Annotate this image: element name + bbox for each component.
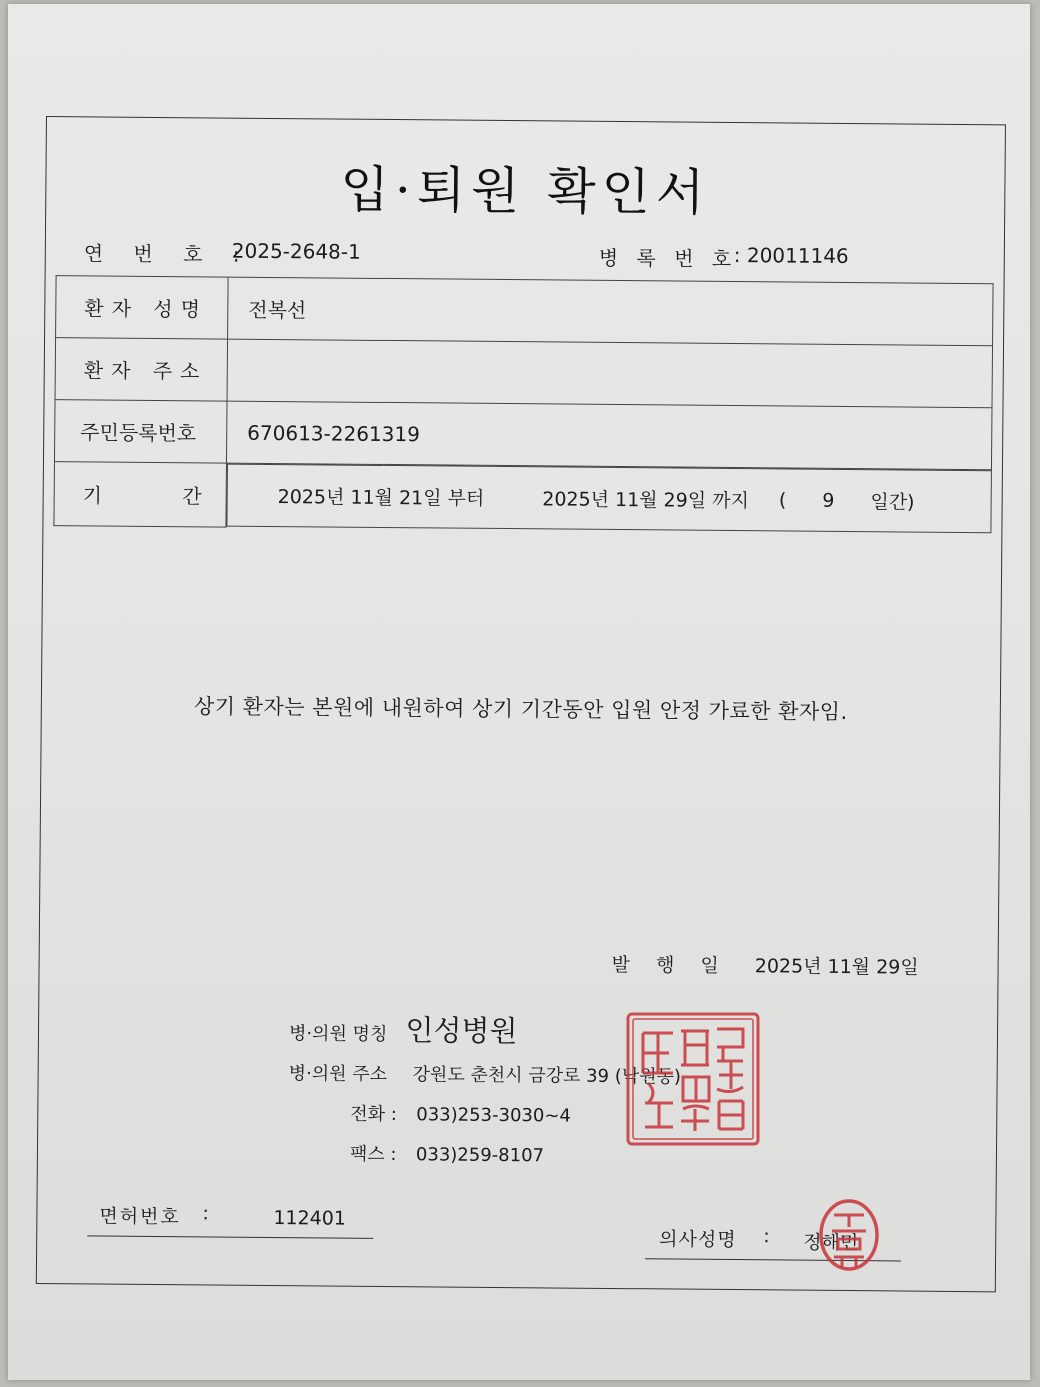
- serial-number-label: 연 번 호 :: [83, 241, 252, 267]
- table-row: [54, 400, 992, 470]
- license-label: 면허번호: [99, 1205, 181, 1229]
- license-block: [87, 1195, 373, 1238]
- period-label-part-b: 간: [182, 483, 202, 509]
- table-row: [54, 462, 992, 534]
- table-row: [56, 276, 994, 346]
- license-colon: :: [202, 1202, 209, 1225]
- period-label: [54, 462, 227, 527]
- record-number-label: 병 록 번 호: [598, 245, 738, 272]
- license-value: 112401: [273, 1207, 347, 1230]
- table-row: [55, 338, 993, 408]
- issue-date-value: 2025년 11월 29일: [754, 955, 919, 979]
- doctor-seal-stamp: [816, 1197, 882, 1273]
- patient-address-label: 환자 주소: [55, 338, 228, 401]
- serial-number-value: 2025-2648-1: [231, 238, 361, 264]
- period-value: [226, 464, 991, 534]
- period-days: 9: [822, 489, 835, 512]
- period-close: 일간): [870, 491, 915, 514]
- patient-info-table: [53, 275, 993, 534]
- rrn-label: 주민등록번호: [54, 400, 227, 463]
- period-from: 2025년 11월 21일 부터: [277, 486, 485, 510]
- patient-address-value: [227, 339, 993, 408]
- document-frame: [36, 116, 1006, 1292]
- hospital-fax-value: 033)259-8107: [415, 1144, 545, 1167]
- patient-name-value: 전복선: [228, 277, 994, 346]
- record-number-value: : 20011146: [733, 243, 849, 269]
- hospital-seal-stamp: [623, 1009, 763, 1149]
- issue-date-label: 발 행 일: [611, 953, 729, 977]
- period-open-paren: (: [778, 488, 787, 511]
- hospital-phone-label: 전화 :: [350, 1103, 397, 1126]
- rrn-value: 670613-2261319: [226, 401, 992, 470]
- hospital-fax-line: [349, 1143, 545, 1167]
- header-row: [54, 217, 994, 283]
- doctor-colon: :: [763, 1225, 770, 1248]
- doctor-name-label: 의사성명: [659, 1228, 737, 1252]
- hospital-name-line: [288, 1013, 518, 1049]
- hospital-phone-line: [350, 1103, 571, 1127]
- period-label-part-a: 기: [82, 483, 103, 508]
- hospital-address-label: 병·의원 주소: [288, 1063, 388, 1086]
- document-title: 입·퇴원 확인서: [340, 160, 711, 222]
- hospital-fax-label: 팩스 :: [349, 1143, 397, 1166]
- issue-date-block: [612, 950, 919, 980]
- doctor-name-value: 정해민: [803, 1231, 859, 1255]
- patient-name-label: 환자 성명: [56, 276, 229, 339]
- hospital-name-value: 인성병원: [405, 1013, 518, 1049]
- hospital-name-label: 병·의원 명칭: [288, 1023, 388, 1046]
- hospital-address-value: 강원도 춘천시 금강로 39 (낙원동): [412, 1064, 682, 1088]
- hospital-phone-value: 033)253-3030~4: [416, 1104, 571, 1127]
- period-to: 2025년 11월 29일 까지: [542, 488, 749, 513]
- paper-sheet: [8, 4, 1030, 1380]
- confirmation-statement: 상기 환자는 본원에 내원하여 상기 기간동안 입원 안정 가료한 환자임.: [193, 694, 848, 725]
